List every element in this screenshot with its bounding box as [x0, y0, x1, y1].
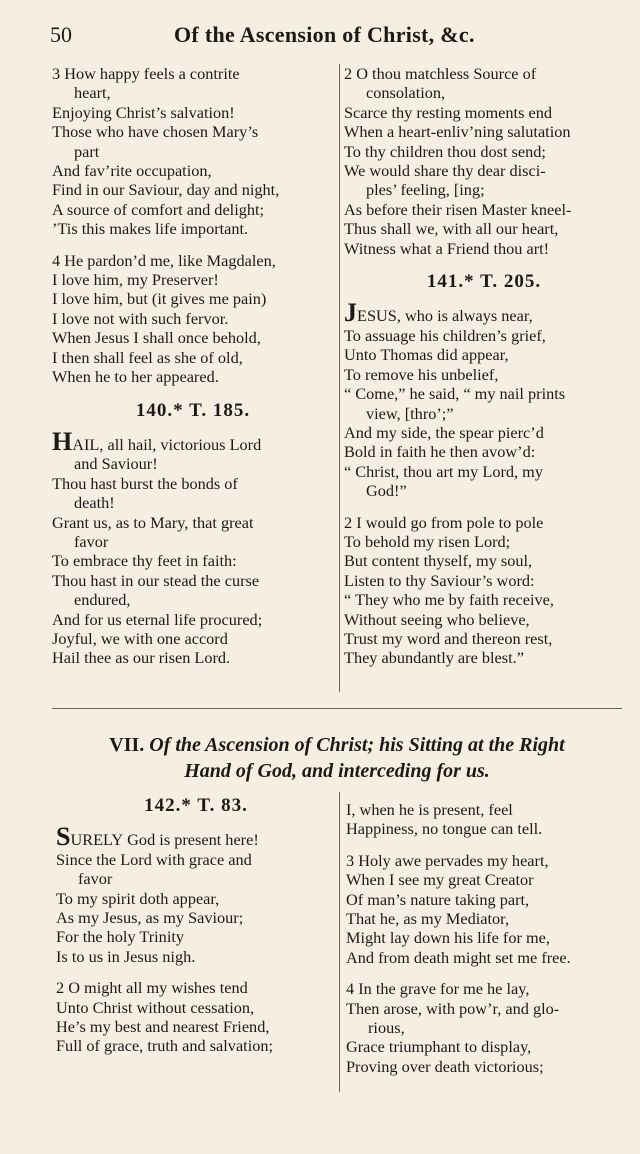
verse-line: Those who have chosen Mary’s [52, 122, 259, 142]
verse-line: Without seeing who believe, [344, 609, 530, 629]
hymn-141-first-line [344, 298, 624, 328]
drop-cap: H [52, 426, 73, 456]
verse-line: heart, [74, 83, 111, 103]
verse-line: I love him, my Preserver! [52, 270, 219, 290]
stanza-gap [56, 966, 336, 978]
verse-line: To my spirit doth appear, [56, 888, 220, 908]
verse-line: To embrace thy feet in faith: [52, 551, 237, 571]
verse-line: death! [74, 493, 115, 513]
verse-line: He’s my best and nearest Friend, [56, 1017, 270, 1037]
first-line-rest: all hail, victorious Lord [103, 434, 262, 454]
verse-lines [52, 454, 334, 667]
verse-line: And my side, the spear pierc’d [344, 422, 544, 442]
stanza-gap [346, 839, 628, 851]
drop-cap: J [344, 298, 357, 328]
verse-line: Scarce thy resting moments end [344, 102, 552, 122]
verse-line: Enjoying Christ’s salvation! [52, 102, 235, 122]
verse-line: I, when he is present, feel [346, 800, 513, 819]
verse-line: 3 How happy feels a contrite [52, 64, 240, 83]
verse-line: But content thyself, my soul, [344, 551, 533, 571]
verse-line: 2 O thou matchless Source of [344, 64, 537, 83]
stanza-gap [346, 967, 628, 979]
verse-line: “ They who me by faith receive, [344, 590, 554, 610]
verse-line: That he, as my Mediator, [346, 909, 510, 929]
hymn-141-title: 141.* T. 205. [426, 271, 542, 293]
section-rule [52, 708, 622, 709]
verse-line: 4 He pardon’d me, like Magdalen, [52, 250, 276, 270]
verse-line: “ Christ, thou art my Lord, my [344, 461, 543, 481]
verse-line: And fav’rite occupation, [52, 161, 212, 181]
verse-line: God!” [366, 481, 407, 501]
verse-line: Thus shall we, with all our heart, [344, 219, 559, 239]
verse-line: consolation, [366, 83, 446, 103]
verse-line: Hail thee as our risen Lord. [52, 648, 231, 668]
verse-line: As before their risen Master kneel- [344, 199, 572, 219]
verse-line: Grant us, as to Mary, that great [52, 512, 254, 532]
verse-line: ples’ feeling, [ing; [366, 180, 485, 200]
verse-line: rious, [368, 1018, 405, 1038]
verse-line: view, [thro’;” [366, 403, 454, 423]
first-line-rest: who is always near, [400, 306, 533, 326]
verse-line: Trust my word and thereon rest, [344, 628, 553, 648]
verse-line: 2 O might all my wishes tend [56, 978, 248, 998]
hymn-140-first-line [52, 426, 334, 456]
verse-line: 2 I would go from pole to pole [344, 512, 544, 532]
page-number: 50 [50, 22, 72, 47]
stanza-gap [52, 239, 334, 251]
page-header [50, 22, 610, 52]
verse-line: and Saviour! [74, 454, 158, 474]
verse-line: 3 Holy awe pervades my heart, [346, 850, 549, 870]
first-word: URELY [70, 830, 124, 850]
first-line-rest: God is present here! [123, 830, 259, 850]
verse-lines [56, 850, 336, 1056]
verse-line: Since the Lord with grace and [56, 849, 252, 869]
verse-line: When I see my great Creator [346, 870, 534, 890]
verse-line: 4 In the grave for me he lay, [346, 979, 530, 999]
stanza-gap [344, 501, 624, 513]
verse-lines [52, 64, 334, 387]
verse-line: A source of comfort and delight; [52, 199, 265, 219]
verse-line: I then shall feel as she of old, [52, 347, 243, 367]
verse-line: Thou hast burst the bonds of [52, 473, 238, 493]
verse-line: When he to her appeared. [52, 367, 219, 387]
verse-line: Unto Thomas did appear, [344, 345, 509, 365]
verse-line: And for us eternal life procured; [52, 609, 263, 629]
top-right-column [344, 64, 624, 668]
verse-line: Might lay down his life for me, [346, 928, 550, 948]
verse-line: For the holy Trinity [56, 927, 185, 947]
section-title-line2: Hand of God, and interceding for us. [184, 760, 490, 782]
verse-line: ’Tis this makes life important. [52, 219, 249, 239]
verse-line: To remove his unbelief, [344, 364, 499, 384]
verse-line: Listen to thy Saviour’s word: [344, 570, 535, 590]
verse-line: To thy children thou dost send; [344, 141, 546, 161]
verse-line: And from death might set me free. [346, 947, 571, 967]
hymn-142-title: 142.* T. 83. [144, 795, 248, 816]
verse-line: “ Come,” he said, “ my nail prints [344, 384, 566, 404]
verse-line: Unto Christ without cessation, [56, 997, 255, 1017]
verse-line: part [74, 141, 100, 161]
hymn-142-first-line [56, 822, 336, 852]
verse-line: They abundantly are blest.” [344, 648, 524, 668]
verse-line: Bold in faith he then avow’d: [344, 442, 536, 462]
drop-cap: S [56, 822, 71, 852]
first-word: ESUS, [357, 306, 401, 326]
verse-line: Grace triumphant to display, [346, 1037, 532, 1057]
verse-line: I love not with such fervor. [52, 308, 229, 328]
verse-line: Find in our Saviour, day and night, [52, 180, 280, 200]
verse-line: Then arose, with pow’r, and glo- [346, 998, 560, 1018]
verse-line: We would share thy dear disci- [344, 161, 546, 181]
verse-line: endured, [74, 590, 131, 610]
column-divider [339, 64, 340, 692]
verse-line: Of man’s nature taking part, [346, 889, 530, 909]
verse-line: When a heart-enliv’ning salutation [344, 122, 571, 142]
verse-line: Full of grace, truth and salvation; [56, 1036, 274, 1056]
verse-line: Proving over death victorious; [346, 1056, 544, 1076]
verse-line: To assuage his children’s grief, [344, 325, 546, 345]
verse-line: Thou hast in our stead the curse [52, 570, 260, 590]
section-title-line1: Of the Ascension of Christ; his Sitting at the Right [149, 734, 565, 756]
verse-line: Happiness, no tongue can tell. [346, 819, 543, 839]
first-word: AIL, [72, 434, 104, 454]
section-heading [52, 732, 622, 784]
bottom-left-column [56, 788, 336, 1056]
verse-line: Witness what a Friend thou art! [344, 238, 550, 258]
verse-line: favor [74, 531, 109, 551]
hymn-140-title: 140.* T. 185. [135, 399, 251, 421]
verse-lines [344, 326, 624, 668]
section-number: VII. [109, 734, 145, 756]
verse-line: When Jesus I shall once behold, [52, 328, 261, 348]
verse-lines [346, 800, 628, 1076]
verse-line: To behold my risen Lord; [344, 531, 511, 551]
verse-line: As my Jesus, as my Saviour; [56, 908, 244, 928]
bottom-right-column [346, 800, 628, 1076]
column-divider [339, 792, 340, 1092]
verse-line: I love him, but (it gives me pain) [52, 289, 267, 309]
running-head: Of the Ascension of Christ, &c. [174, 22, 475, 47]
verse-line: favor [78, 869, 113, 889]
verse-line: Joyful, we with one accord [52, 628, 228, 648]
verse-line: Is to us in Jesus nigh. [56, 946, 196, 966]
top-left-column [52, 64, 334, 668]
verse-lines [344, 64, 624, 258]
